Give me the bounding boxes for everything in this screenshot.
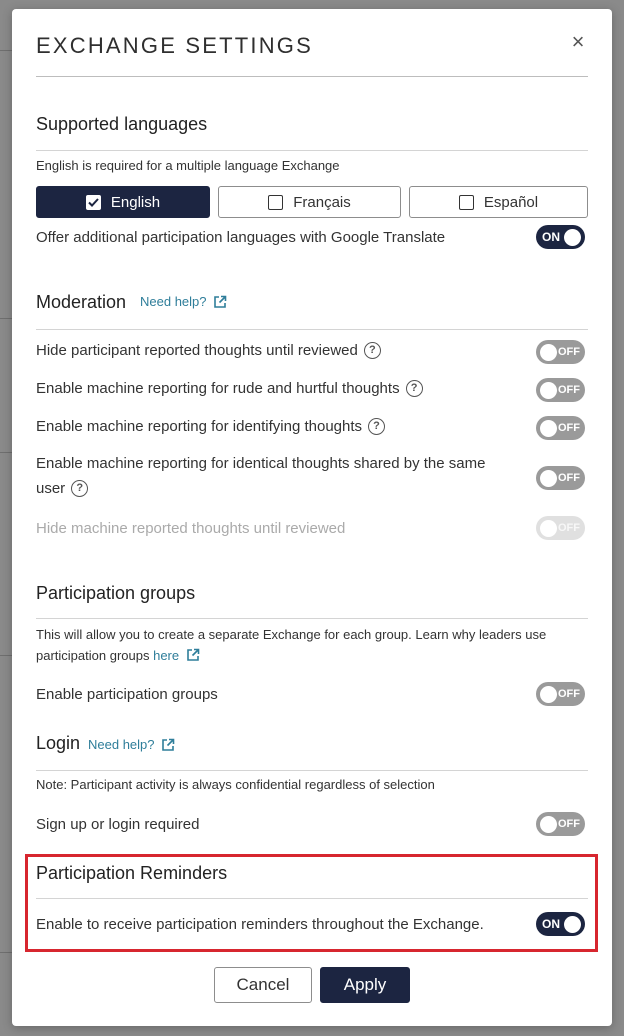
language-label: Français — [293, 193, 351, 211]
groups-learn-link[interactable] — [153, 648, 200, 663]
toggle-knob — [540, 382, 557, 399]
toggle-knob — [540, 520, 557, 537]
modal-title: EXCHANGE SETTINGS — [36, 33, 313, 58]
language-label: English — [110, 193, 161, 211]
moderation-item-text: Enable machine reporting for identifying thoughts — [36, 418, 363, 435]
groups-heading: Participation groups — [36, 583, 196, 603]
checkbox-checked-icon — [86, 195, 101, 210]
rude-thoughts-toggle[interactable]: OFF — [536, 378, 585, 402]
identical-thoughts-toggle[interactable]: OFF — [536, 466, 585, 490]
toggle-knob — [540, 344, 557, 361]
groups-note-text: This will allow you to create a separate Exchange for each group. Learn why leaders use — [36, 627, 547, 642]
moderation-item-text: Hide participant reported thoughts until reviewed — [36, 342, 358, 359]
languages-heading: Supported languages — [36, 114, 208, 134]
moderation-item-label — [36, 451, 516, 501]
reminders-heading: Participation Reminders — [36, 863, 228, 883]
moderation-item-text: user — [36, 480, 66, 497]
external-link-icon — [186, 648, 200, 662]
hide-machine-reported-toggle: OFF — [536, 516, 585, 540]
section-divider — [36, 618, 588, 619]
google-translate-label: Offer additional participation languages with Google Translate — [36, 229, 446, 246]
external-link-icon — [213, 295, 227, 309]
reminders-label: Enable to receive participation reminders throughout the Exchange. — [36, 916, 484, 933]
section-divider — [36, 770, 588, 771]
participation-groups-toggle[interactable]: OFF — [536, 682, 585, 706]
google-translate-toggle[interactable]: ON — [536, 225, 585, 249]
enable-groups-label: Enable participation groups — [36, 686, 218, 703]
login-help-link[interactable] — [88, 737, 175, 752]
toggle-knob — [540, 686, 557, 703]
hide-reported-thoughts-toggle[interactable]: OFF — [536, 340, 585, 364]
exchange-settings-modal — [12, 9, 612, 1026]
moderation-help-link[interactable] — [140, 294, 227, 309]
help-link-label: Need help? — [140, 294, 207, 309]
moderation-item-label — [36, 376, 423, 401]
toggle-knob — [564, 916, 581, 933]
participation-reminders-toggle[interactable]: ON — [536, 912, 585, 936]
signup-required-toggle[interactable]: OFF — [536, 812, 585, 836]
moderation-item-label — [36, 338, 381, 363]
login-heading: Login — [36, 733, 81, 753]
title-divider — [36, 76, 588, 77]
help-question-icon[interactable]: ? — [406, 380, 423, 397]
moderation-item-text: Enable machine reporting for identical thoughts shared by the same — [36, 455, 486, 472]
moderation-item-text: Enable machine reporting for rude and hurtful thoughts — [36, 380, 400, 397]
toggle-knob — [540, 470, 557, 487]
section-divider — [36, 150, 588, 151]
groups-note — [36, 624, 576, 666]
checkbox-unchecked-icon — [268, 195, 283, 210]
moderation-heading: Moderation — [36, 292, 127, 312]
checkbox-unchecked-icon — [459, 195, 474, 210]
toggle-knob — [540, 816, 557, 833]
identifying-thoughts-toggle[interactable]: OFF — [536, 416, 585, 440]
groups-note-text: participation groups — [36, 648, 150, 663]
language-french-button[interactable] — [218, 186, 401, 218]
login-note: Note: Participant activity is always confidential regardless of selection — [36, 777, 435, 792]
close-icon[interactable]: × — [571, 29, 585, 54]
section-divider — [36, 898, 588, 899]
signup-required-label: Sign up or login required — [36, 816, 200, 833]
help-question-icon[interactable]: ? — [71, 480, 88, 497]
moderation-item-label — [36, 414, 385, 439]
toggle-knob — [564, 229, 581, 246]
help-link-label: Need help? — [88, 737, 155, 752]
languages-note: English is required for a multiple language Exchange — [36, 158, 340, 173]
help-question-icon[interactable]: ? — [364, 342, 381, 359]
groups-link-label: here — [153, 648, 180, 663]
help-question-icon[interactable]: ? — [368, 418, 385, 435]
cancel-button[interactable]: Cancel — [214, 967, 312, 1003]
section-divider — [36, 329, 588, 330]
apply-button[interactable]: Apply — [320, 967, 410, 1003]
external-link-icon — [161, 738, 175, 752]
toggle-knob — [540, 420, 557, 437]
moderation-item-label-disabled: Hide machine reported thoughts until reviewed — [36, 520, 346, 537]
language-spanish-button[interactable] — [409, 186, 588, 218]
language-english-button[interactable] — [36, 186, 210, 218]
language-label: Español — [483, 193, 539, 211]
